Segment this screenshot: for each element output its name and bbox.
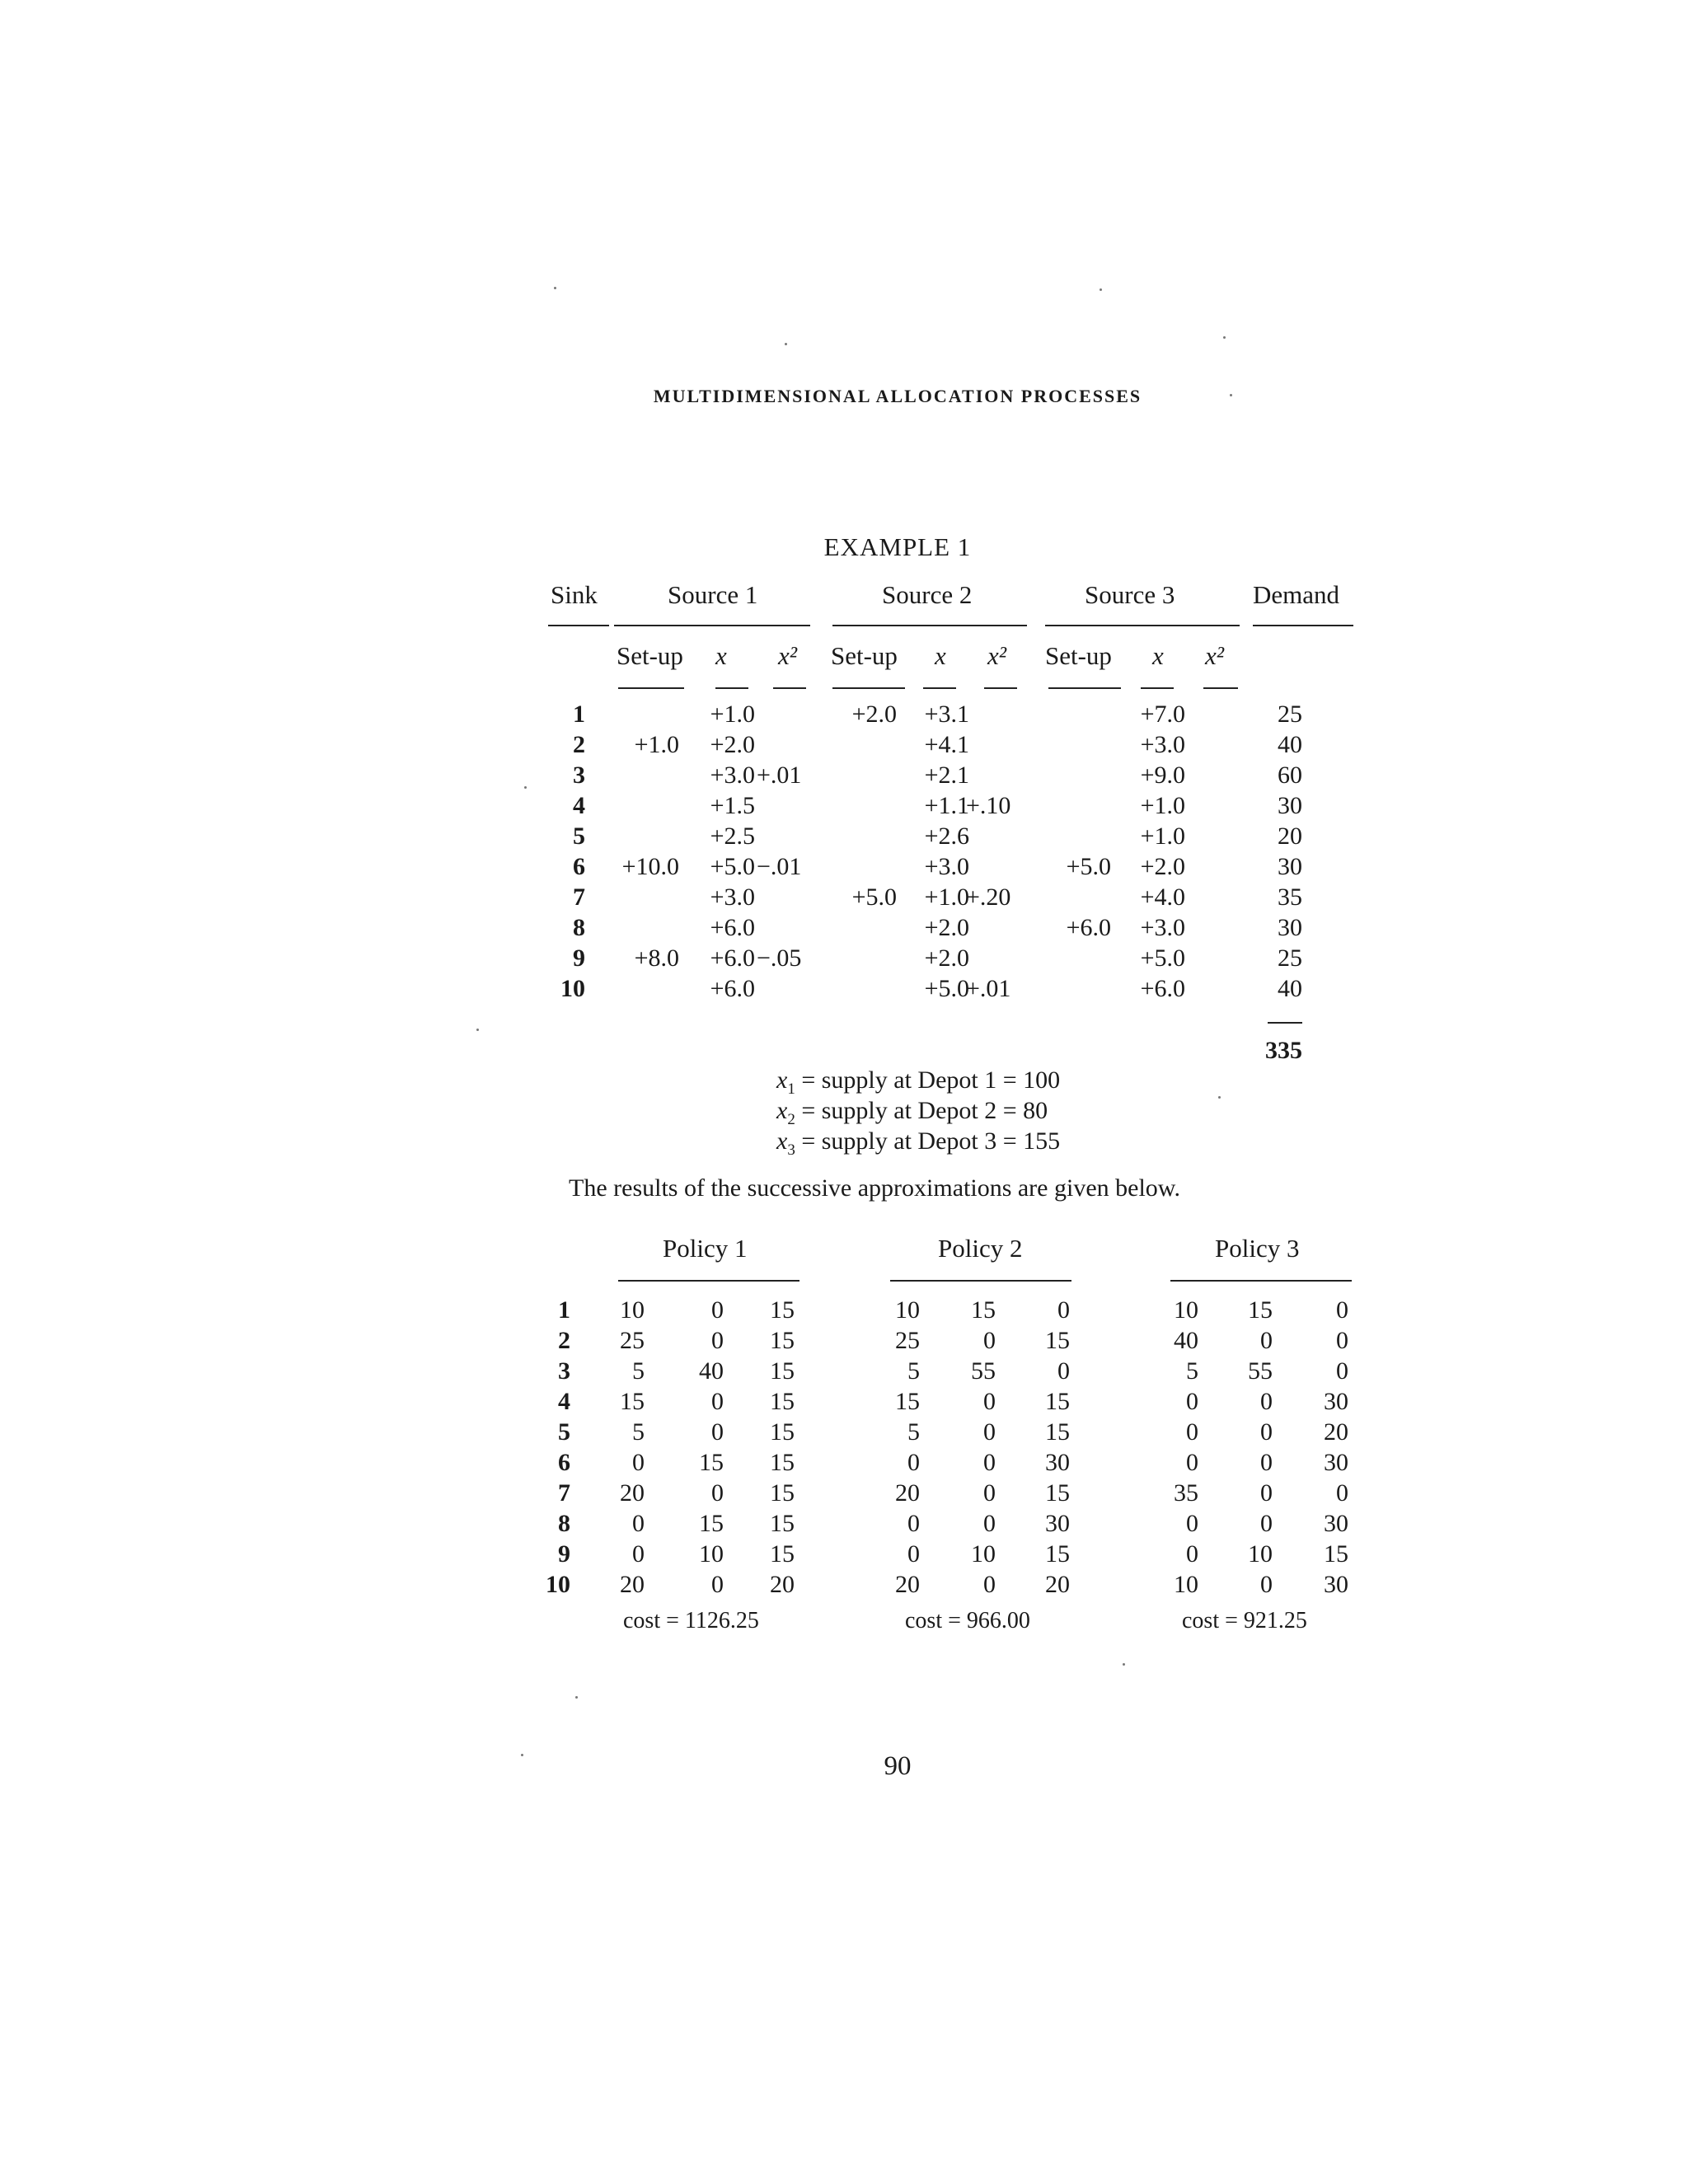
running-head: MULTIDIMENSIONAL ALLOCATION PROCESSES (653, 386, 1142, 406)
policy-rule (1170, 1280, 1352, 1282)
header-sink: Sink (551, 580, 598, 609)
policy-cell: 30 (1324, 1510, 1348, 1537)
policy-cell: 15 (1324, 1540, 1348, 1568)
s3-cell: +3.0 (1140, 914, 1185, 941)
s2-cell: +.01 (966, 975, 1011, 1002)
policy-cell: 0 (983, 1571, 996, 1598)
s3-cell: +5.0 (1066, 853, 1111, 880)
demand-value: 25 (1278, 701, 1302, 728)
rule-demand (1253, 625, 1353, 626)
s3-cell: +7.0 (1140, 701, 1185, 728)
policy-cell: 20 (620, 1479, 645, 1507)
rule-sink (548, 625, 609, 626)
s1-cell: +6.0 (710, 914, 755, 941)
policy-cell: 15 (699, 1510, 724, 1537)
policy-cell: 0 (1260, 1418, 1273, 1446)
subheader-setup-3: Set-up (1045, 641, 1112, 670)
header-source1: Source 1 (668, 580, 758, 609)
s3-cell: +3.0 (1140, 731, 1185, 758)
policy-cell: 0 (1186, 1540, 1198, 1568)
policy-cell: 30 (1324, 1388, 1348, 1415)
s2-cell: +2.0 (851, 701, 897, 728)
demand-value: 30 (1278, 792, 1302, 819)
policy-cell: 15 (770, 1510, 795, 1537)
sink-label: 3 (573, 762, 585, 789)
policy-cell: 0 (983, 1479, 996, 1507)
policy-cell: 40 (1174, 1327, 1198, 1354)
subheader-setup-2: Set-up (831, 641, 898, 670)
policy-cell: 0 (1260, 1327, 1273, 1354)
policy-cell: 0 (1186, 1510, 1198, 1537)
subheader-x-1: x (715, 641, 727, 670)
subheader-x2-2: x² (987, 641, 1007, 670)
policy-cell: 0 (711, 1571, 724, 1598)
s1-cell: +3.0 (710, 762, 755, 789)
sink-label: 9 (573, 944, 585, 972)
policy-cell: 0 (711, 1479, 724, 1507)
policy-cell: 5 (632, 1357, 645, 1385)
supply-line (776, 1066, 1060, 1099)
policy-cell: 0 (983, 1449, 996, 1476)
supply-text: = supply at Depot 1 = 100 (795, 1066, 1061, 1094)
subheader-x-2: x (935, 641, 946, 670)
s1-cell: +.01 (757, 762, 802, 789)
policy-cell: 40 (699, 1357, 724, 1385)
s1-cell: +6.0 (710, 975, 755, 1002)
policy-cell: 35 (1174, 1479, 1198, 1507)
policy-cost: cost = 921.25 (1182, 1608, 1307, 1633)
policy-cell: 0 (983, 1388, 996, 1415)
policy-row-label: 10 (546, 1571, 570, 1598)
subheader-rule (984, 687, 1017, 689)
policy-cell: 0 (711, 1327, 724, 1354)
policy-cell: 15 (699, 1449, 724, 1476)
policy-cell: 15 (770, 1327, 795, 1354)
policy-cell: 20 (1324, 1418, 1348, 1446)
policy-cell: 10 (620, 1296, 645, 1324)
policy-cell: 0 (1260, 1510, 1273, 1537)
subheader-rule (923, 687, 956, 689)
policy-cell: 20 (620, 1571, 645, 1598)
policy-cell: 0 (632, 1449, 645, 1476)
policy-cell: 20 (1045, 1571, 1070, 1598)
policy-cell: 0 (1336, 1327, 1348, 1354)
supply-variable: x (776, 1066, 788, 1094)
policy-cell: 5 (907, 1418, 920, 1446)
subheader-setup-1: Set-up (617, 641, 683, 670)
demand-value: 60 (1278, 762, 1302, 789)
policy-row-label: 9 (558, 1540, 570, 1568)
policy-cell: 10 (699, 1540, 724, 1568)
s3-cell: +2.0 (1140, 853, 1185, 880)
policy-title: Policy 1 (663, 1234, 748, 1263)
policy-cell: 0 (1260, 1449, 1273, 1476)
policy-cell: 10 (971, 1540, 996, 1568)
s1-cell: +3.0 (710, 883, 755, 911)
policy-cell: 30 (1045, 1510, 1070, 1537)
policy-cell: 15 (770, 1479, 795, 1507)
s2-cell: +2.6 (924, 823, 969, 850)
policy-cell: 30 (1324, 1571, 1348, 1598)
s3-cell: +6.0 (1140, 975, 1185, 1002)
s2-cell: +2.1 (924, 762, 969, 789)
supply-variable: x (776, 1097, 788, 1124)
policy-row-label: 3 (558, 1357, 570, 1385)
supply-text: = supply at Depot 3 = 155 (795, 1127, 1061, 1155)
s2-cell: +2.0 (924, 914, 969, 941)
s2-cell: +3.1 (924, 701, 969, 728)
policy-title: Policy 2 (938, 1234, 1023, 1263)
subheader-rule (715, 687, 748, 689)
policy-cell: 0 (711, 1296, 724, 1324)
policy-cell: 0 (1186, 1388, 1198, 1415)
s2-cell: +1.0 (924, 883, 969, 911)
supply-variable: x (776, 1127, 788, 1155)
policy-cell: 55 (971, 1357, 996, 1385)
policy-cell: 5 (632, 1418, 645, 1446)
policy-cell: 15 (770, 1449, 795, 1476)
header-source3: Source 3 (1085, 580, 1175, 609)
policy-cell: 10 (1174, 1571, 1198, 1598)
s2-cell: +.20 (966, 883, 1011, 911)
subheader-x-3: x (1152, 641, 1164, 670)
subheader-x2-3: x² (1205, 641, 1225, 670)
policy-cell: 15 (1045, 1388, 1070, 1415)
s1-cell: +8.0 (634, 944, 679, 972)
s2-cell: +2.0 (924, 944, 969, 972)
rule-source1 (614, 625, 810, 626)
policy-cell: 15 (1045, 1479, 1070, 1507)
policy-row-label: 2 (558, 1327, 570, 1354)
s2-cell: +.10 (966, 792, 1011, 819)
sink-label: 8 (573, 914, 585, 941)
s3-cell: +4.0 (1140, 883, 1185, 911)
supply-subscript: 1 (787, 1080, 795, 1098)
policy-title: Policy 3 (1215, 1234, 1300, 1263)
policy-cell: 30 (1324, 1449, 1348, 1476)
policy-cell: 25 (895, 1327, 920, 1354)
policy-row-label: 4 (558, 1388, 570, 1415)
subheader-x2-1: x² (778, 641, 798, 670)
policy-cell: 15 (1248, 1296, 1273, 1324)
policy-cell: 0 (983, 1418, 996, 1446)
page-number: 90 (884, 1751, 912, 1781)
subheader-rule (618, 687, 684, 689)
s1-cell: −.01 (757, 853, 802, 880)
policy-row-label: 5 (558, 1418, 570, 1446)
policy-cell: 0 (1186, 1449, 1198, 1476)
policy-row-label: 1 (558, 1296, 570, 1324)
s2-cell: +4.1 (924, 731, 969, 758)
demand-value: 30 (1278, 914, 1302, 941)
policy-cell: 0 (1260, 1388, 1273, 1415)
rule-demand-total (1268, 1022, 1302, 1024)
policy-cell: 0 (1260, 1571, 1273, 1598)
policy-cell: 55 (1248, 1357, 1273, 1385)
supply-text: = supply at Depot 2 = 80 (795, 1097, 1048, 1124)
policy-cell: 15 (1045, 1327, 1070, 1354)
supply-subscript: 3 (787, 1141, 795, 1159)
policy-cell: 15 (770, 1296, 795, 1324)
demand-total: 335 (1265, 1037, 1302, 1064)
policy-cell: 0 (1336, 1296, 1348, 1324)
s2-cell: +3.0 (924, 853, 969, 880)
policy-cell: 15 (620, 1388, 645, 1415)
policy-cell: 25 (620, 1327, 645, 1354)
policy-cell: 10 (895, 1296, 920, 1324)
s1-cell: +6.0 (710, 944, 755, 972)
s3-cell: +9.0 (1140, 762, 1185, 789)
demand-value: 20 (1278, 823, 1302, 850)
policy-cell: 0 (907, 1449, 920, 1476)
subheader-rule (1141, 687, 1174, 689)
sink-label: 2 (573, 731, 585, 758)
policy-rule (618, 1280, 799, 1282)
policy-cell: 15 (971, 1296, 996, 1324)
policy-row-label: 7 (558, 1479, 570, 1507)
subheader-rule (832, 687, 905, 689)
policy-cell: 20 (895, 1479, 920, 1507)
sink-label: 4 (573, 792, 585, 819)
policy-row-label: 8 (558, 1510, 570, 1537)
policy-cost: cost = 1126.25 (623, 1608, 759, 1633)
sink-label: 6 (573, 853, 585, 880)
sink-label: 7 (573, 883, 585, 911)
policy-cost: cost = 966.00 (905, 1608, 1030, 1633)
policy-cell: 15 (770, 1357, 795, 1385)
policy-cell: 0 (1336, 1357, 1348, 1385)
policy-cell: 0 (1057, 1296, 1070, 1324)
s3-cell: +1.0 (1140, 823, 1185, 850)
s2-cell: +1.1 (924, 792, 969, 819)
policy-cell: 15 (895, 1388, 920, 1415)
supply-line (776, 1127, 1060, 1160)
demand-value: 35 (1278, 883, 1302, 911)
subheader-rule (773, 687, 806, 689)
policy-cell: 0 (983, 1327, 996, 1354)
subheader-rule (1203, 687, 1238, 689)
policy-cell: 15 (1045, 1418, 1070, 1446)
s1-cell: +2.0 (710, 731, 755, 758)
s1-cell: +1.5 (710, 792, 755, 819)
s1-cell: +2.5 (710, 823, 755, 850)
s1-cell: +10.0 (621, 853, 679, 880)
subheader-rule (1048, 687, 1121, 689)
policy-cell: 15 (770, 1540, 795, 1568)
supply-line (776, 1097, 1048, 1129)
policy-cell: 20 (895, 1571, 920, 1598)
s3-cell: +6.0 (1066, 914, 1111, 941)
policy-cell: 0 (711, 1418, 724, 1446)
s1-cell: +1.0 (710, 701, 755, 728)
demand-value: 40 (1278, 975, 1302, 1002)
header-source2: Source 2 (882, 580, 973, 609)
policy-row-label: 6 (558, 1449, 570, 1476)
policy-cell: 10 (1248, 1540, 1273, 1568)
policy-cell: 30 (1045, 1449, 1070, 1476)
policy-cell: 15 (770, 1418, 795, 1446)
demand-value: 40 (1278, 731, 1302, 758)
results-sentence: The results of the successive approximations are given below. (569, 1174, 1181, 1202)
policy-cell: 20 (770, 1571, 795, 1598)
policy-cell: 0 (1336, 1479, 1348, 1507)
policy-rule (890, 1280, 1071, 1282)
policy-cell: 0 (907, 1510, 920, 1537)
supply-subscript: 2 (787, 1111, 795, 1128)
example-title: EXAMPLE 1 (823, 532, 972, 561)
policy-cell: 0 (632, 1510, 645, 1537)
policy-cell: 0 (983, 1510, 996, 1537)
s3-cell: +1.0 (1140, 792, 1185, 819)
rule-source2 (832, 625, 1027, 626)
policy-cell: 0 (907, 1540, 920, 1568)
s2-cell: +5.0 (851, 883, 897, 911)
s1-cell: +5.0 (710, 853, 755, 880)
s3-cell: +5.0 (1140, 944, 1185, 972)
policy-cell: 0 (632, 1540, 645, 1568)
s2-cell: +5.0 (924, 975, 969, 1002)
policy-cell: 0 (1186, 1418, 1198, 1446)
demand-value: 30 (1278, 853, 1302, 880)
rule-source3 (1045, 625, 1240, 626)
sink-label: 10 (560, 975, 585, 1002)
s1-cell: −.05 (757, 944, 802, 972)
policy-cell: 0 (1260, 1479, 1273, 1507)
policy-cell: 10 (1174, 1296, 1198, 1324)
header-demand: Demand (1253, 580, 1340, 609)
sink-label: 1 (573, 701, 585, 728)
policy-cell: 0 (1057, 1357, 1070, 1385)
policy-cell: 15 (770, 1388, 795, 1415)
sink-label: 5 (573, 823, 585, 850)
policy-cell: 5 (1186, 1357, 1198, 1385)
s1-cell: +1.0 (634, 731, 679, 758)
policy-cell: 15 (1045, 1540, 1070, 1568)
demand-value: 25 (1278, 944, 1302, 972)
policy-cell: 5 (907, 1357, 920, 1385)
policy-cell: 0 (711, 1388, 724, 1415)
